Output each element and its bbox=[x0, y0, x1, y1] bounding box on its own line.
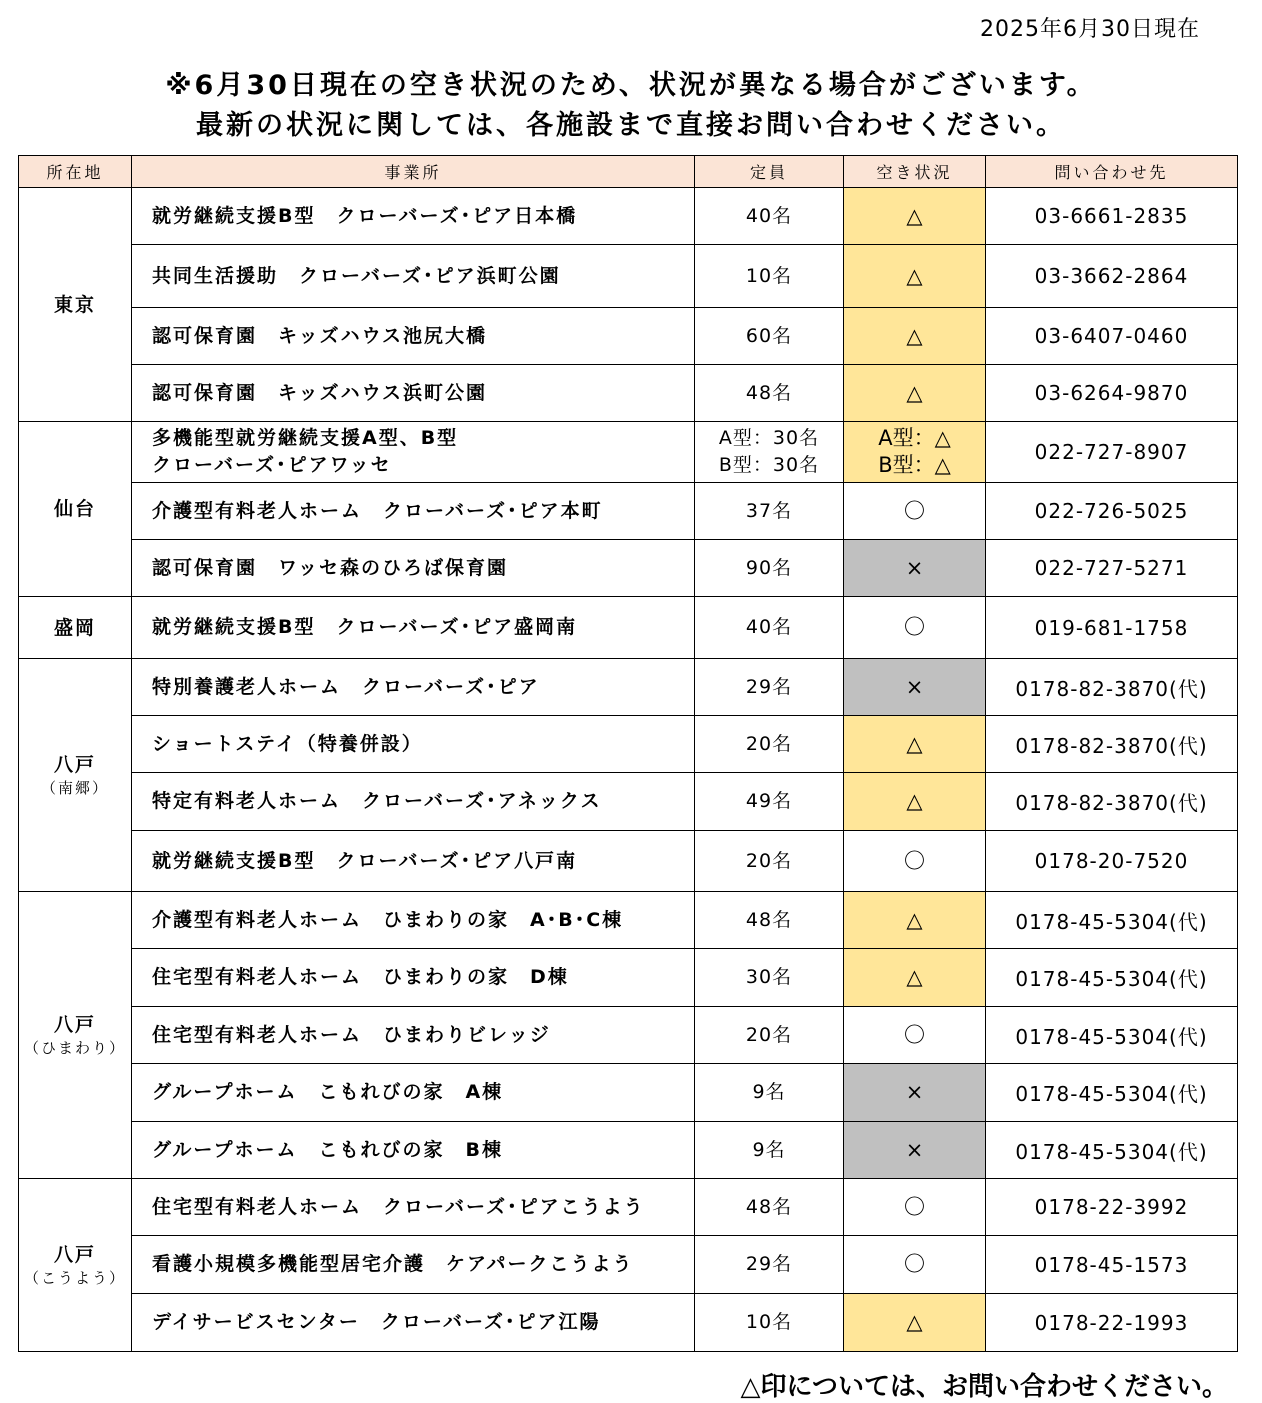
capacity-cell bbox=[695, 1122, 844, 1179]
vacancy-mark: 〇 bbox=[904, 1252, 925, 1276]
vacancy-mark: △ bbox=[906, 380, 923, 405]
vacancy-mark: △ bbox=[906, 263, 923, 288]
contact-phone: 0178-22-1993 bbox=[986, 1294, 1238, 1352]
capacity-value: 37名 bbox=[745, 499, 793, 522]
facility-name: 介護型有料老人ホーム ひまわりの家 A･B･C棟 bbox=[152, 908, 624, 931]
table-row bbox=[19, 597, 1238, 659]
facility-name: グループホーム こもれびの家 A棟 bbox=[152, 1081, 504, 1103]
facility-cell bbox=[132, 659, 695, 716]
facility-cell bbox=[132, 422, 695, 483]
table-row bbox=[19, 1122, 1238, 1179]
facility-cell bbox=[132, 773, 695, 831]
facility-cell bbox=[132, 831, 695, 892]
vacancy-mark: A型：△ bbox=[878, 426, 951, 450]
facility-cell bbox=[132, 1007, 695, 1064]
capacity-value: 9名 bbox=[752, 1081, 786, 1103]
capacity-value: 49名 bbox=[745, 790, 793, 812]
facility-name: デイサービスセンター クローバーズ･ピア江陽 bbox=[152, 1311, 601, 1333]
vacancy-cell bbox=[844, 1179, 986, 1236]
vacancy-cell bbox=[844, 1007, 986, 1064]
table-row bbox=[19, 831, 1238, 892]
vacancy-mark: × bbox=[905, 674, 924, 699]
table-row bbox=[19, 540, 1238, 597]
location-name: 八戸 bbox=[53, 1014, 96, 1036]
facility-cell bbox=[132, 1179, 695, 1236]
facility-name: クローバーズ･ピアワッセ bbox=[152, 454, 392, 476]
capacity-cell bbox=[695, 1064, 844, 1122]
table-row bbox=[19, 308, 1238, 365]
capacity-cell bbox=[695, 188, 844, 245]
contact-phone: 0178-45-5304(代) bbox=[986, 892, 1238, 949]
capacity-cell bbox=[695, 659, 844, 716]
facility-cell bbox=[132, 1236, 695, 1294]
facility-name: 認可保育園 ワッセ森のひろば保育園 bbox=[152, 556, 509, 579]
header-location: 所在地 bbox=[19, 156, 132, 188]
capacity-value: B型：30名 bbox=[718, 454, 820, 476]
contact-phone: 022-727-5271 bbox=[986, 540, 1238, 597]
location-cell bbox=[19, 659, 132, 892]
contact-phone: 0178-45-1573 bbox=[986, 1236, 1238, 1294]
vacancy-cell bbox=[844, 773, 986, 831]
capacity-cell bbox=[695, 831, 844, 892]
vacancy-mark: × bbox=[905, 1080, 924, 1104]
table-row bbox=[19, 892, 1238, 949]
table-row bbox=[19, 1294, 1238, 1352]
facility-cell bbox=[132, 245, 695, 308]
table-row bbox=[19, 773, 1238, 831]
contact-phone: 0178-82-3870(代) bbox=[986, 773, 1238, 831]
vacancy-cell bbox=[844, 483, 986, 540]
contact-phone: 0178-82-3870(代) bbox=[986, 659, 1238, 716]
vacancy-cell bbox=[844, 422, 986, 483]
location-cell bbox=[19, 188, 132, 422]
contact-phone: 0178-20-7520 bbox=[986, 831, 1238, 892]
vacancy-mark: 〇 bbox=[904, 615, 925, 639]
contact-phone: 0178-45-5304(代) bbox=[986, 949, 1238, 1007]
capacity-value: 20名 bbox=[745, 849, 793, 872]
vacancy-cell bbox=[844, 1122, 986, 1179]
contact-phone: 03-6264-9870 bbox=[986, 365, 1238, 422]
capacity-value: 29名 bbox=[745, 1253, 793, 1275]
vacancy-cell bbox=[844, 892, 986, 949]
table-body bbox=[19, 188, 1238, 1352]
facility-name: 介護型有料老人ホーム クローバーズ･ピア本町 bbox=[152, 499, 603, 522]
capacity-cell bbox=[695, 422, 844, 483]
vacancy-cell bbox=[844, 245, 986, 308]
vacancy-mark: × bbox=[905, 555, 924, 580]
facility-cell bbox=[132, 483, 695, 540]
header-facility: 事業所 bbox=[132, 156, 695, 188]
header-capacity: 定員 bbox=[695, 156, 844, 188]
location-name: 東京 bbox=[53, 293, 96, 316]
table-row bbox=[19, 188, 1238, 245]
facility-name: 認可保育園 キッズハウス浜町公園 bbox=[152, 381, 488, 404]
capacity-cell bbox=[695, 245, 844, 308]
capacity-value: 48名 bbox=[745, 908, 793, 931]
facility-name: 就労継続支援B型 クローバーズ･ピア八戸南 bbox=[152, 849, 578, 872]
vacancy-mark: △ bbox=[906, 203, 923, 228]
vacancy-cell bbox=[844, 1294, 986, 1352]
table-row bbox=[19, 245, 1238, 308]
capacity-value: 29名 bbox=[745, 675, 793, 698]
facility-name: 共同生活援助 クローバーズ･ピア浜町公園 bbox=[152, 264, 561, 287]
capacity-value: 48名 bbox=[745, 381, 793, 404]
table-row bbox=[19, 1064, 1238, 1122]
vacancy-cell bbox=[844, 949, 986, 1007]
capacity-cell bbox=[695, 1007, 844, 1064]
capacity-cell bbox=[695, 716, 844, 773]
capacity-cell bbox=[695, 597, 844, 659]
location-cell bbox=[19, 892, 132, 1179]
capacity-cell bbox=[695, 308, 844, 365]
vacancy-mark: × bbox=[905, 1137, 924, 1162]
capacity-cell bbox=[695, 773, 844, 831]
vacancy-mark: B型：△ bbox=[878, 453, 951, 477]
capacity-cell bbox=[695, 1179, 844, 1236]
capacity-cell bbox=[695, 892, 844, 949]
vacancy-cell bbox=[844, 188, 986, 245]
capacity-cell bbox=[695, 483, 844, 540]
facility-cell bbox=[132, 1294, 695, 1352]
facility-name: 特定有料老人ホーム クローバーズ･アネックス bbox=[152, 790, 602, 812]
table-row bbox=[19, 659, 1238, 716]
vacancy-mark: △ bbox=[906, 907, 923, 932]
facility-name: 認可保育園 キッズハウス池尻大橋 bbox=[152, 324, 488, 347]
vacancy-mark: △ bbox=[906, 323, 923, 348]
capacity-cell bbox=[695, 1294, 844, 1352]
capacity-cell bbox=[695, 1236, 844, 1294]
vacancy-mark: 〇 bbox=[904, 498, 925, 523]
facility-cell bbox=[132, 308, 695, 365]
facility-cell bbox=[132, 540, 695, 597]
vacancy-cell bbox=[844, 308, 986, 365]
vacancy-table bbox=[18, 155, 1238, 1352]
table-header-row bbox=[19, 156, 1238, 188]
table-row bbox=[19, 422, 1238, 483]
facility-name: ショートステイ（特養併設） bbox=[152, 732, 423, 755]
location-name: 八戸 bbox=[53, 754, 96, 776]
vacancy-cell bbox=[844, 365, 986, 422]
facility-name: 特別養護老人ホーム クローバーズ･ピア bbox=[152, 675, 540, 698]
notice-line-2: 最新の状況に関しては、各施設まで直接お問い合わせください。 bbox=[196, 110, 1066, 141]
capacity-value: 40名 bbox=[745, 616, 793, 638]
capacity-cell bbox=[695, 540, 844, 597]
facility-name: 住宅型有料老人ホーム ひまわりの家 D棟 bbox=[152, 966, 569, 988]
facility-cell bbox=[132, 188, 695, 245]
contact-phone: 03-3662-2864 bbox=[986, 245, 1238, 308]
location-name: 八戸 bbox=[53, 1244, 96, 1266]
contact-phone: 019-681-1758 bbox=[986, 597, 1238, 659]
capacity-value: 90名 bbox=[745, 556, 793, 579]
table-row bbox=[19, 483, 1238, 540]
contact-phone: 0178-45-5304(代) bbox=[986, 1007, 1238, 1064]
vacancy-mark: △ bbox=[906, 1310, 923, 1334]
facility-name: 看護小規模多機能型居宅介護 ケアパークこうよう bbox=[152, 1253, 634, 1275]
vacancy-mark: △ bbox=[906, 789, 923, 813]
vacancy-cell bbox=[844, 1064, 986, 1122]
vacancy-cell bbox=[844, 597, 986, 659]
contact-phone: 0178-45-5304(代) bbox=[986, 1122, 1238, 1179]
capacity-value: 20名 bbox=[745, 1023, 793, 1046]
location-area: （こうよう） bbox=[23, 1269, 126, 1287]
facility-cell bbox=[132, 892, 695, 949]
capacity-value: 20名 bbox=[745, 732, 793, 755]
contact-phone: 0178-22-3992 bbox=[986, 1179, 1238, 1236]
notice bbox=[0, 66, 1262, 146]
capacity-value: 48名 bbox=[745, 1195, 793, 1218]
header-vacancy: 空き状況 bbox=[844, 156, 986, 188]
vacancy-cell bbox=[844, 716, 986, 773]
facility-cell bbox=[132, 365, 695, 422]
capacity-cell bbox=[695, 365, 844, 422]
facility-name: グループホーム こもれびの家 B棟 bbox=[152, 1138, 503, 1161]
capacity-value: 10名 bbox=[745, 1311, 793, 1333]
vacancy-mark: 〇 bbox=[904, 1194, 925, 1219]
location-name: 仙台 bbox=[53, 498, 96, 520]
contact-phone: 0178-82-3870(代) bbox=[986, 716, 1238, 773]
contact-phone: 03-6661-2835 bbox=[986, 188, 1238, 245]
facility-name: 多機能型就労継続支援A型、B型 bbox=[152, 427, 459, 449]
contact-phone: 022-726-5025 bbox=[986, 483, 1238, 540]
vacancy-mark: △ bbox=[906, 965, 923, 989]
vacancy-mark: 〇 bbox=[904, 848, 925, 873]
vacancy-mark: 〇 bbox=[904, 1022, 925, 1047]
location-cell bbox=[19, 1179, 132, 1352]
location-name: 盛岡 bbox=[53, 616, 96, 639]
vacancy-cell bbox=[844, 1236, 986, 1294]
facility-cell bbox=[132, 716, 695, 773]
location-cell bbox=[19, 597, 132, 659]
table-row bbox=[19, 1179, 1238, 1236]
facility-name: 住宅型有料老人ホーム ひまわりビレッジ bbox=[152, 1023, 551, 1046]
contact-phone: 03-6407-0460 bbox=[986, 308, 1238, 365]
table-row bbox=[19, 1236, 1238, 1294]
vacancy-cell bbox=[844, 540, 986, 597]
footnote: △印については、お問い合わせください。 bbox=[740, 1372, 1228, 1402]
as-of-date: 2025年6月30日現在 bbox=[980, 17, 1200, 42]
vacancy-cell bbox=[844, 831, 986, 892]
capacity-value: 60名 bbox=[745, 324, 793, 347]
location-area: （南郷） bbox=[40, 779, 109, 797]
location-area: （ひまわり） bbox=[23, 1039, 126, 1057]
table-row bbox=[19, 365, 1238, 422]
table-row bbox=[19, 1007, 1238, 1064]
vacancy-cell bbox=[844, 659, 986, 716]
facility-name: 住宅型有料老人ホーム クローバーズ･ピアこうよう bbox=[152, 1195, 645, 1218]
facility-cell bbox=[132, 949, 695, 1007]
capacity-value: 40名 bbox=[745, 204, 793, 227]
facility-cell bbox=[132, 1064, 695, 1122]
vacancy-mark: △ bbox=[906, 731, 923, 756]
capacity-value: 30名 bbox=[745, 966, 793, 988]
capacity-value: 9名 bbox=[752, 1138, 786, 1161]
notice-line-1: ※6月30日現在の空き状況のため、状況が異なる場合がございます。 bbox=[165, 70, 1097, 101]
header-contact: 問い合わせ先 bbox=[986, 156, 1238, 188]
capacity-value: 10名 bbox=[745, 264, 793, 287]
capacity-value: A型：30名 bbox=[718, 427, 820, 449]
facility-name: 就労継続支援B型 クローバーズ･ピア日本橋 bbox=[152, 204, 578, 227]
facility-cell bbox=[132, 1122, 695, 1179]
capacity-cell bbox=[695, 949, 844, 1007]
facility-name: 就労継続支援B型 クローバーズ･ピア盛岡南 bbox=[152, 616, 578, 638]
contact-phone: 0178-45-5304(代) bbox=[986, 1064, 1238, 1122]
table-row bbox=[19, 949, 1238, 1007]
facility-cell bbox=[132, 597, 695, 659]
table-row bbox=[19, 716, 1238, 773]
contact-phone: 022-727-8907 bbox=[986, 422, 1238, 483]
location-cell bbox=[19, 422, 132, 597]
